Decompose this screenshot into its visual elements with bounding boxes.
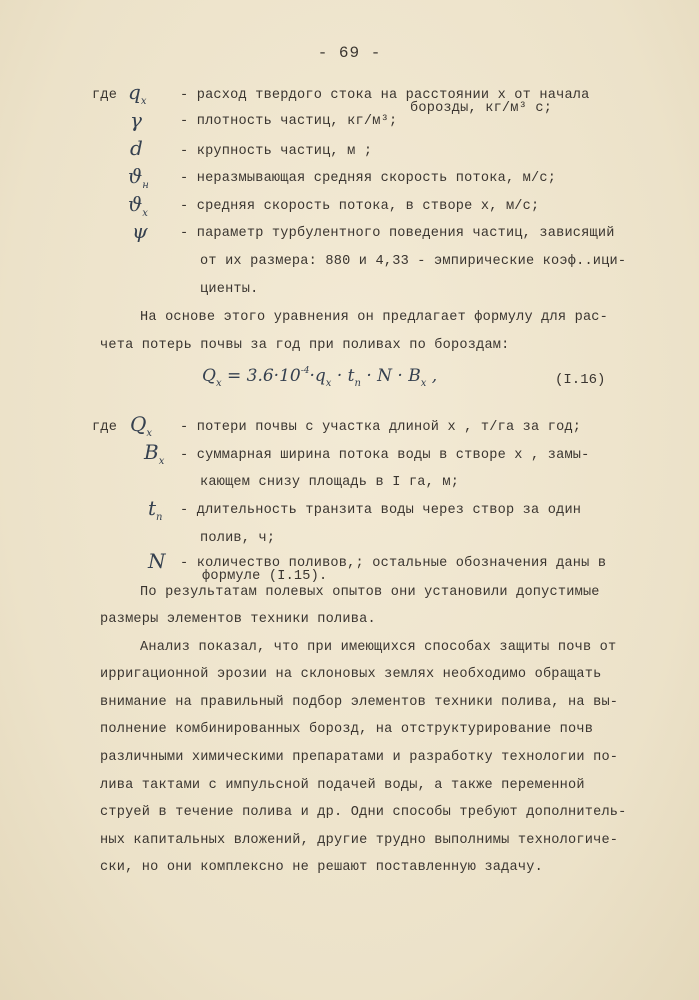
def-d: - крупность частиц, м ; — [180, 144, 373, 159]
def-psi: - параметр турбулентного поведения частиц, зависящий — [180, 226, 615, 241]
symbol-psi: ψ — [132, 219, 148, 243]
para3-line-9: ски, но они комплексно не решают поставленную задачу. — [100, 860, 543, 875]
formula-I16: $Q_x = 3.6\cdot 10^{-4}\cdot q_x \cdot t_п \cdot N \cdot B_x$ , — [202, 366, 438, 389]
def-N-cont: формуле (I.15). — [202, 569, 328, 584]
para3-line-3: внимание на правильный подбор элементов техники полива, на вы- — [100, 695, 619, 710]
para3-line-8: ных капитальных вложений, другие трудно выполнимы технологиче- — [100, 833, 619, 848]
symbol-gamma: γ — [130, 108, 142, 132]
def-Q-x: - потери почвы с участка длиной x , т/га за год; — [180, 420, 582, 435]
para1-line-1: На основе этого уравнения он предлагает формулу для рас- — [140, 310, 609, 325]
where-label-1: где — [92, 88, 118, 103]
symbol-d: d — [130, 136, 143, 160]
def-psi-cont-2: циенты. — [200, 282, 259, 297]
para1-line-2: чета потерь почвы за год при поливах по бороздам: — [100, 338, 510, 353]
para3-line-4: полнение комбинированных борозд, на отструктурирование почв — [100, 722, 594, 737]
def-N: - количество поливов,; остальные обозначения даны в — [180, 556, 607, 571]
def-q-x: - расход твердого стока на расстоянии x от начала — [180, 88, 590, 103]
def-psi-cont-1: от их размера: 880 и 4,33 - эмпирические коэф..ици- — [200, 254, 627, 269]
symbol-N: N — [148, 549, 166, 573]
symbol-B-x: $B_x$ — [144, 440, 165, 467]
def-gamma: - плотность частиц, кг/м³; — [180, 114, 398, 129]
def-t-p-cont: полив, ч; — [200, 531, 276, 546]
symbol-v-n: $ϑ_н$ — [128, 164, 149, 191]
symbol-Q-x: $Q_x$ — [130, 412, 153, 439]
para3-line-5: различными химическими препаратами и разработку технологии по- — [100, 750, 619, 765]
def-t-p: - длительность транзита воды через створ за один — [180, 503, 582, 518]
equation-number: (I.16) — [555, 372, 606, 388]
para3-line-2: ирригационной эрозии на склоновых землях необходимо обращать — [100, 667, 602, 682]
para3-line-7: струей в течение полива и др. Одни способы требуют дополнитель- — [100, 805, 627, 820]
para2-line-1: По результатам полевых опытов они установили допустимые — [140, 585, 600, 600]
def-v-n: - неразмывающая средняя скорость потока, м/с; — [180, 171, 557, 186]
para3-line-6: лива тактами с импульсной подачей воды, а также переменной — [100, 778, 585, 793]
def-B-x-cont: кающем снизу площадь в I га, м; — [200, 475, 460, 490]
para2-line-2: размеры элементов техники полива. — [100, 612, 376, 627]
where-label-2: где — [92, 420, 118, 435]
symbol-v-x: $ϑ_x$ — [128, 192, 148, 219]
symbol-q-x: $q_x$ — [128, 80, 147, 107]
def-v-x: - средняя скорость потока, в створе x, м/с; — [180, 199, 540, 214]
def-B-x: - суммарная ширина потока воды в створе x , замы- — [180, 448, 590, 463]
def-q-x-cont: борозды, кг/м³ с; — [410, 101, 553, 116]
page-number: - 69 - — [317, 44, 382, 62]
symbol-t-p: $t_п$ — [148, 496, 163, 523]
para3-line-1: Анализ показал, что при имеющихся способах защиты почв от — [140, 640, 617, 655]
